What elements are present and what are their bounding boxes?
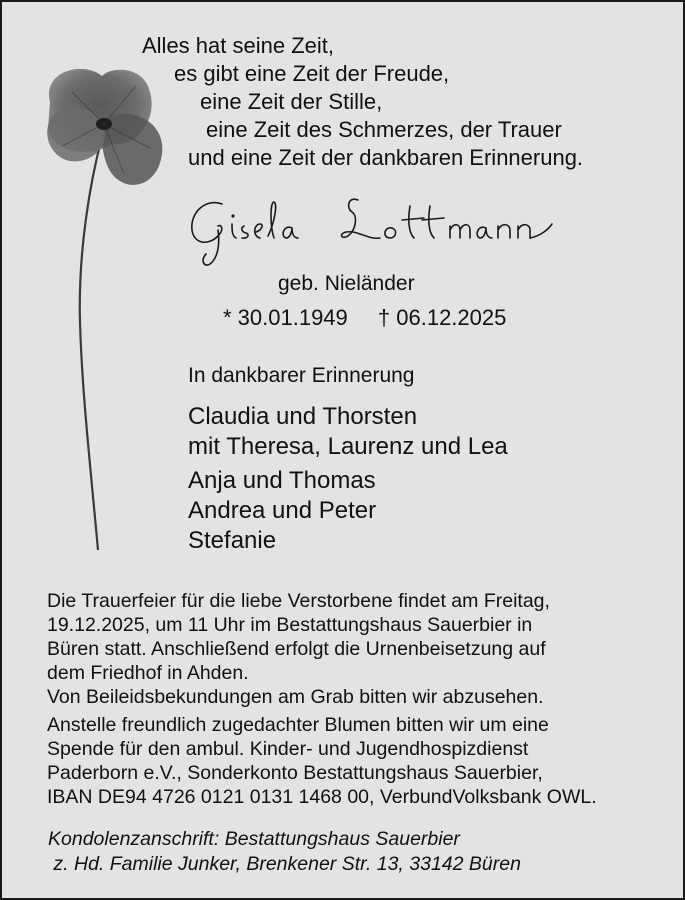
poppy-flower-icon (32, 62, 182, 562)
poem-line: eine Zeit des Schmerzes, der Trauer (206, 117, 562, 142)
poem-line: und eine Zeit der dankbaren Erinnerung. (188, 145, 584, 170)
notice-line: IBAN DE94 4726 0121 0131 1468 00, VerbundVolksbank OWL. (47, 786, 597, 808)
funeral-notice (47, 589, 597, 809)
birth-date: * 30.01.1949 (223, 305, 348, 330)
deceased-name-signature (188, 190, 568, 270)
notice-line: Spende für den ambul. Kinder- und Jugendhospizdienst (47, 738, 529, 760)
family-line: Claudia und Thorsten (188, 403, 418, 430)
death-date: † 06.12.2025 (377, 305, 507, 330)
condolence-address (48, 827, 521, 877)
family-line: mit Theresa, Laurenz und Lea (188, 433, 508, 460)
poem-line: Alles hat seine Zeit, (142, 33, 334, 58)
condolence-line: z. Hd. Familie Junker, Brenkener Str. 13, 33142 Büren (48, 853, 521, 875)
mourners-intro: In dankbarer Erinnerung (188, 364, 415, 387)
life-dates (223, 305, 506, 331)
birth-name: geb. Nieländer (278, 272, 415, 295)
family-line: Andrea und Peter (188, 497, 377, 524)
family-line: Stefanie (188, 527, 277, 554)
family-line: Anja und Thomas (188, 467, 376, 494)
notice-line: 19.12.2025, um 11 Uhr im Bestattungshaus Sauerbier in (47, 614, 533, 636)
poem-line: eine Zeit der Stille, (200, 89, 383, 114)
notice-line: Die Trauerfeier für die liebe Verstorbene findet am Freitag, (47, 590, 550, 612)
notice-line: Büren statt. Anschließend erfolgt die Urnenbeisetzung auf (47, 638, 546, 660)
notice-line: dem Friedhof in Ahden. (47, 662, 249, 684)
condolence-line: Kondolenzanschrift: Bestattungshaus Sauerbier (48, 828, 460, 850)
notice-line: Von Beileidsbekundungen am Grab bitten wir abzusehen. (47, 686, 544, 708)
poem-line: es gibt eine Zeit der Freude, (174, 61, 450, 86)
notice-line: Anstelle freundlich zugedachter Blumen bitten wir um eine (47, 714, 549, 736)
notice-line: Paderborn e.V., Sonderkonto Bestattungshaus Sauerbier, (47, 762, 543, 784)
